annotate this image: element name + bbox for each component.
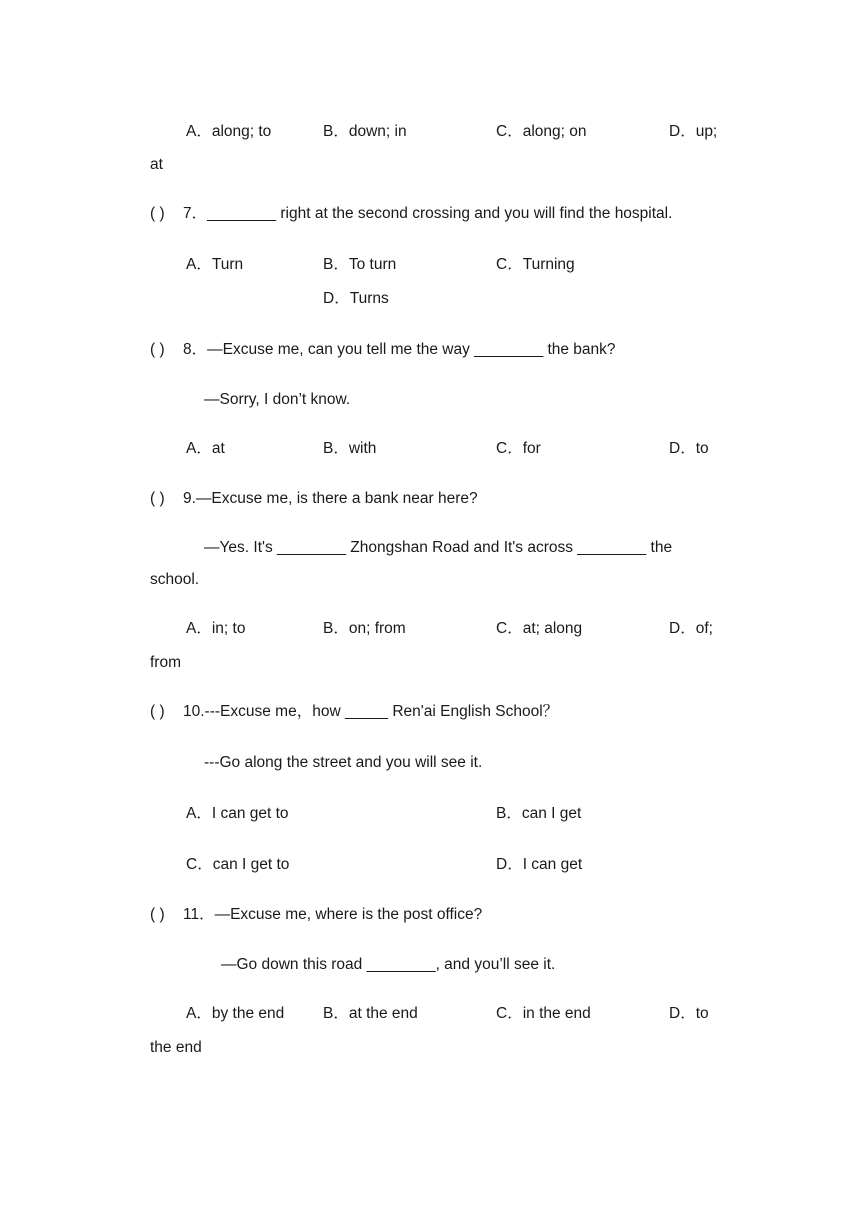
q10-reply: ---Go along the street and you will see it.: [204, 754, 483, 771]
q8-option-c: C．for: [496, 440, 541, 457]
q8-stem: 8．—Excuse me, can you tell me the way ________ the bank?: [183, 341, 616, 358]
q10-option-d: D．I can get: [496, 856, 583, 873]
q6-option-c: C．along; on: [496, 123, 587, 140]
q11-option-b: B．at the end: [323, 1005, 418, 1022]
q6-option-d: D．up;: [669, 123, 718, 140]
q7-option-a: A．Turn: [186, 256, 244, 273]
q8-option-b: B．with: [323, 440, 377, 457]
q10-option-a: A．I can get to: [186, 805, 289, 822]
q6-option-a: A．along; to: [186, 123, 272, 140]
q11-answer-bracket: ( ): [150, 906, 165, 923]
q9-option-d: D．of;: [669, 620, 713, 637]
q11-option-c: C．in the end: [496, 1005, 591, 1022]
q9-option-b: B．on; from: [323, 620, 406, 637]
q9-reply-wrap: school.: [150, 571, 200, 588]
q9-reply: —Yes. It's ________ Zhongshan Road and It's across ________ the: [204, 539, 673, 556]
q6-option-d-wrap: at: [150, 156, 163, 173]
q7-stem: 7．________ right at the second crossing and you will find the hospital.: [183, 205, 673, 222]
q8-answer-bracket: ( ): [150, 341, 165, 358]
q8-option-a: A．at: [186, 440, 225, 457]
q6-option-b: B．down; in: [323, 123, 407, 140]
q11-stem: 11．—Excuse me, where is the post office?: [183, 906, 483, 923]
q9-option-a: A．in; to: [186, 620, 246, 637]
q10-option-b: B．can I get: [496, 805, 582, 822]
q11-option-d: D．to: [669, 1005, 709, 1022]
q11-option-a: A．by the end: [186, 1005, 285, 1022]
q7-option-b: B．To turn: [323, 256, 397, 273]
q9-stem: 9.—Excuse me, is there a bank near here?: [183, 490, 478, 507]
q8-option-d: D．to: [669, 440, 709, 457]
q10-answer-bracket: ( ): [150, 703, 165, 720]
q7-option-d: D．Turns: [323, 290, 389, 307]
q7-answer-bracket: ( ): [150, 205, 165, 222]
q11-option-d-wrap: the end: [150, 1039, 202, 1056]
q7-option-c: C．Turning: [496, 256, 575, 273]
q10-stem: 10.---Excuse me，how _____ Ren'ai English School？: [183, 703, 559, 720]
q9-option-c: C．at; along: [496, 620, 583, 637]
q10-option-c: C．can I get to: [186, 856, 290, 873]
q9-option-d-wrap: from: [150, 654, 181, 671]
q11-reply: —Go down this road ________, and you’ll see it.: [221, 956, 556, 973]
q8-reply: —Sorry, I don’t know.: [204, 391, 351, 408]
q9-answer-bracket: ( ): [150, 490, 165, 507]
